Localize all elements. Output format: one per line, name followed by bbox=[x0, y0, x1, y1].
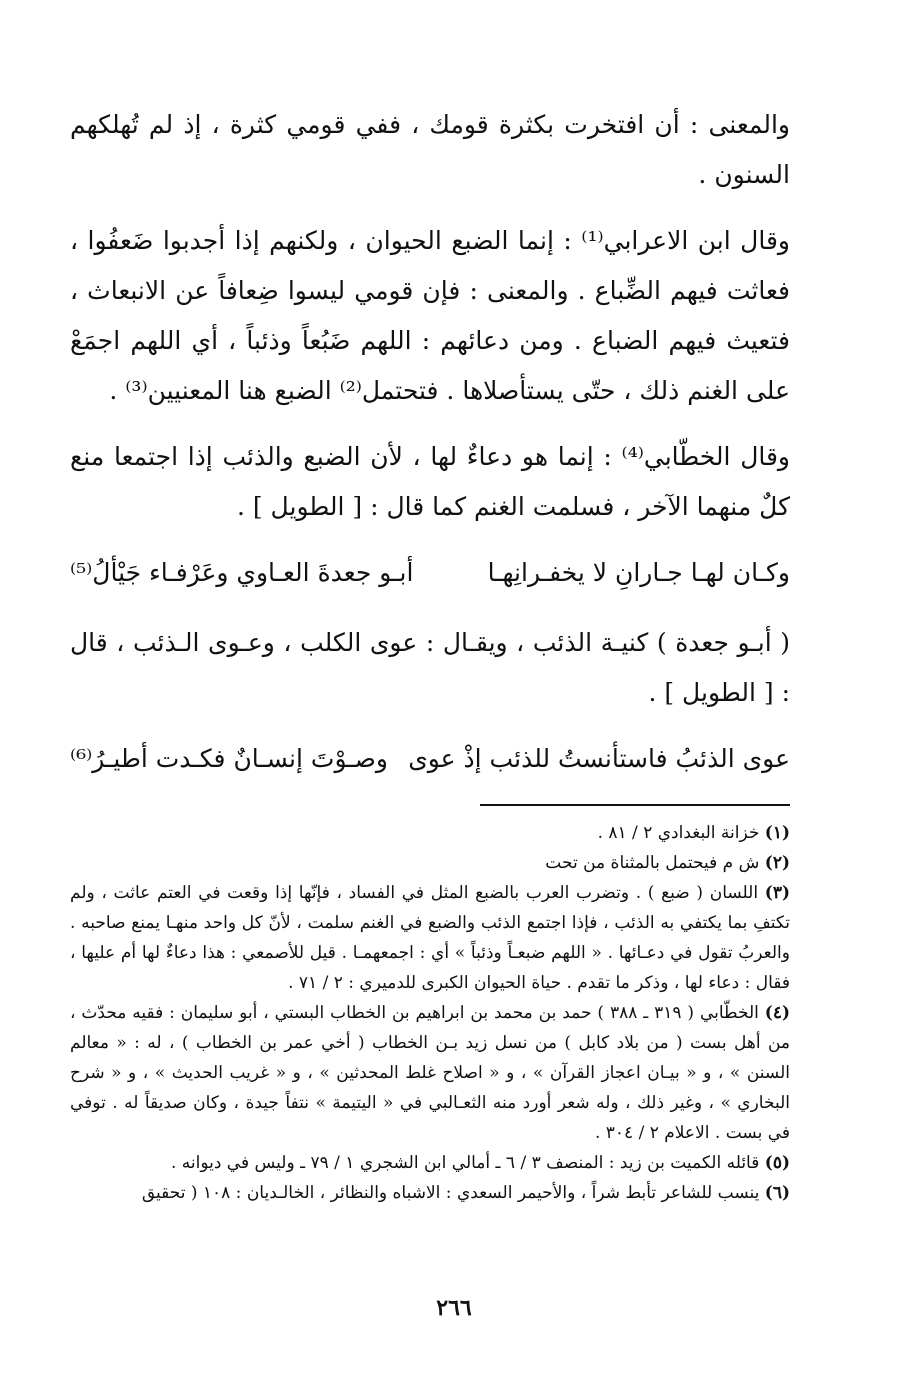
footnote-5: (٥) قائله الكميت بن زيد : المنصف ٣ / ٦ ـ أمالي ابن الشجري ١ / ٧٩ ـ وليس في ديوانه . bbox=[170, 1153, 790, 1173]
footnote-divider bbox=[480, 804, 790, 806]
footnote-1: (١) خزانة البغدادي ٢ / ٨١ . bbox=[597, 823, 790, 843]
verse-2 bbox=[70, 734, 790, 784]
paragraph-1: والمعنى : أن افتخرت بكثرة قومك ، ففي قومي كثرة ، إذ لم تُهلكهم السنون . bbox=[70, 110, 790, 189]
paragraph-2: وقال ابن الاعرابي⁽¹⁾ : إنما الضبع الحيوان ، ولكنهم إذا أجدبوا ضَعفُوا ، فعاثت فيهم الضِّباع . والمعنى : فإن قومي ليسوا ضِعافاً عن الانبعاث ، فتعيث فيهم الضباع . ومن دعائهم : اللهم ضَبُعاً وذئباً ، أي اللهم اجمَعْ على الغنم ذلك ، حتّى يستأصلاها . فتحتمل⁽²⁾ الضبع هنا المعنيين⁽³⁾ . bbox=[70, 226, 790, 405]
paragraph-3: وقال الخطّابي⁽⁴⁾ : إنما هو دعاءٌ لها ، لأن الضبع والذئب إذا اجتمعا منع كلٌ منهما الآخر ، فسلمت الغنم كما قال : [ الطويل ] . bbox=[70, 442, 791, 521]
footnote-4: (٤) الخطّابي ( ٣١٩ ـ ٣٨٨ ) حمد بن محمد بن ابراهيم بن الخطاب البستي ، أبو سليمان : فقيه محدّث ، من أهل بست ( من بلاد كابل ) من نسل زيد بـن الخطاب ( أخي عمر بن الخطاب ) ، له : « معالم السنن » ، و « بيـان اعجاز القرآن » ، و « اصلاح غلط المحدثين » ، و « غريب الحديث » ، و « شرح البخاري » ، وغير ذلك ، وله شعر أورد منه الثعـالبي في « اليتيمة » نتفاً جيدة ، وكان صديقاً له . توفي في بست . الاعلام ٢ / ٣٠٤ . bbox=[70, 1003, 790, 1143]
paragraph-4: ( أبـو جعدة ) كنيـة الذئب ، ويقـال : عوى الكلب ، وعـوى الـذئب ، قال : [ الطويل ] . bbox=[70, 628, 790, 707]
verse-1-first-hemistich: وكـان لهـا جـارانِ لا يخفـرانِهـا bbox=[487, 558, 790, 587]
verse-2-first-hemistich: عوى الذئبُ فاستأنستُ للذئب إذْ عوى bbox=[408, 744, 790, 773]
footnote-6: (٦) ينسب للشاعر تأبط شراً ، والأحيمر السعدي : الاشباه والنظائر ، الخالـديان : ١٠٨ ( تحقيق bbox=[141, 1183, 790, 1203]
verse-2-second-hemistich: وصـوْتَ إنسـانٌ فكـدت أطيـرُ⁽⁶⁾ bbox=[70, 744, 388, 773]
main-text bbox=[70, 100, 790, 784]
verse-1-second-hemistich: أبـو جعدةَ العـاوي وعَرْفـاء جَيْألُ⁽⁵⁾ bbox=[70, 558, 414, 587]
page-number: ٢٦٦ bbox=[436, 1295, 472, 1321]
page-content bbox=[70, 100, 790, 1208]
footnote-2: (٢) ش م فيحتمل بالمثناة من تحت bbox=[545, 853, 790, 873]
footnote-3: (٣) اللسان ( ضبع ) . وتضرب العرب بالضبع المثل في الفساد ، فإنّها إذا وقعت في العتم عاثت ، ولم تكتفِ بما يكتفي به الذئب ، فإذا اجتمع الذئب والضبع في الغنم سلمت ، لأنّ كل واحد منهـا يمنع صاحبه . والعربُ تقول في دعـائها . « اللهم ضبعـاً وذئباً » أي : اجمعهمـا . قيل للأصمعي : هذا دعاءٌ لها أم عليها ، فقال : دعاء لها ، وذكر ما تقدم . حياة الحيوان الكبرى للدميري : ٢ / ٧١ . bbox=[70, 883, 790, 993]
verse-1 bbox=[70, 548, 790, 598]
footnotes bbox=[70, 818, 790, 1208]
